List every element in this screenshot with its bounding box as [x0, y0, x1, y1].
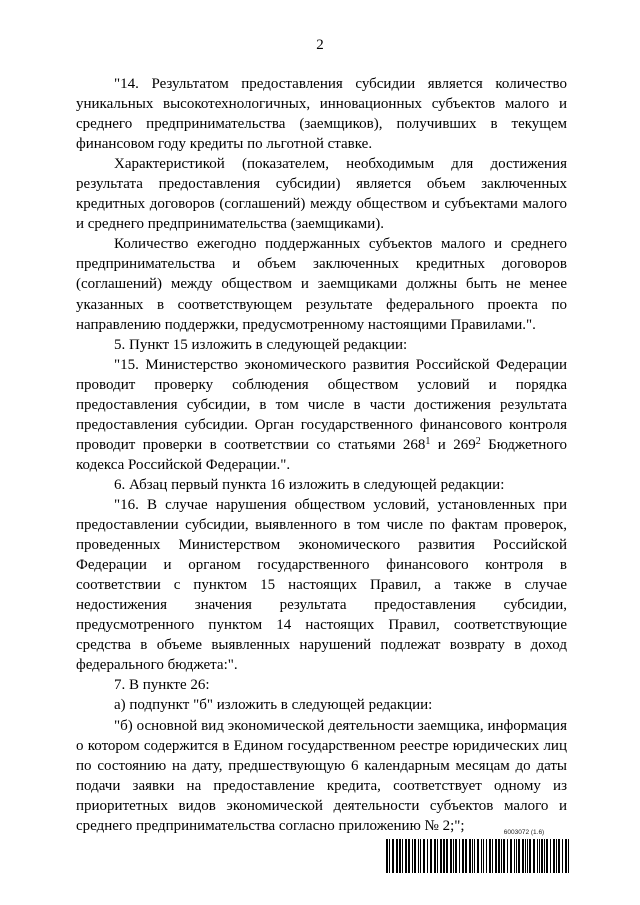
- barcode-bar: [514, 839, 515, 873]
- barcode-bar: [459, 839, 460, 873]
- paragraph: а) подпункт "б" изложить в следующей редакции:: [114, 697, 433, 714]
- barcode-bar: [501, 839, 502, 873]
- barcode-bar: [525, 839, 526, 873]
- barcode-bar: [568, 839, 569, 873]
- barcode-bar: [481, 839, 482, 873]
- barcode-bar: [443, 839, 445, 873]
- barcode-bar: [537, 839, 538, 873]
- text-run: "15. Министерство экономического развития Российской Федерации проводит проверку соблюдения обществом условий и порядка предоставления субсидии, в том числе в части достижения результата предоставления субсидии. Орган государственного финансового контроля проводит проверки в соответствии со статьями 268: [76, 356, 567, 453]
- barcode-bar: [516, 839, 517, 873]
- barcode-bar: [527, 839, 528, 873]
- paragraph: 7. В пункте 26:: [114, 677, 210, 694]
- barcode-bar: [507, 839, 508, 873]
- barcode-bar: [510, 839, 512, 873]
- barcode-bar: [450, 839, 452, 873]
- barcode-bar: [453, 839, 454, 873]
- barcode-bar: [474, 839, 475, 873]
- barcode-bar: [522, 839, 524, 873]
- barcode-image: [386, 839, 570, 873]
- barcode-bar: [483, 839, 484, 873]
- text-run: Бюджетного кодекса Российской Федерации.".: [76, 436, 568, 473]
- barcode-bar: [414, 839, 416, 873]
- paragraph: "16. В случае нарушения обществом условий, установленных при предоставлении субсидии, выявленного в том числе по фактам проверок, проведенных Министерством экономического развития Российской Федерации и органом государственного финансового контроля в соответствии с пунктом 15 настоящих Правил, а также в случае недостижения значения результата предоставления субсидии, предусмотренного пунктом 14 настоящих Правил, соответствующие средства в объеме выявленных нарушений подлежат возврату в доход федерального бюджета:".: [76, 496, 567, 674]
- barcode-bar: [405, 839, 407, 873]
- barcode-bar: [495, 839, 497, 873]
- paragraph: 5. Пункт 15 изложить в следующей редакции:: [114, 336, 408, 353]
- barcode-bar: [503, 839, 505, 873]
- barcode-bar: [392, 839, 394, 873]
- barcode-bar: [446, 839, 448, 873]
- paragraph: Количество ежегодно поддержанных субъектов малого и среднего предпринимательства и объем заключенных кредитных договоров (соглашений) между обществом и заемщиками должны быть не менее указанных в соответствующем результате федерального проекта по направлению поддержки, предусмотренному настоящими Правилами.".: [76, 236, 567, 333]
- barcode-bar: [427, 839, 428, 873]
- barcode-bar: [558, 839, 560, 873]
- barcode-bar: [434, 839, 436, 873]
- barcode-bar: [455, 839, 457, 873]
- barcode-bar: [402, 839, 403, 873]
- barcode-bar: [472, 839, 473, 873]
- barcode-bar: [556, 839, 557, 873]
- barcode-bar: [389, 839, 390, 873]
- barcode-bar: [437, 839, 438, 873]
- barcode-bar: [465, 839, 467, 873]
- barcode-bar: [477, 839, 479, 873]
- barcode-bar: [539, 839, 540, 873]
- barcode-bar: [489, 839, 491, 873]
- barcode-bar: [440, 839, 442, 873]
- barcode-bar: [562, 839, 563, 873]
- barcode-bar: [550, 839, 551, 873]
- barcode-bar: [430, 839, 432, 873]
- barcode-bar: [529, 839, 531, 873]
- barcode-bar: [553, 839, 555, 873]
- barcode-caption: 6003072 (1.6): [503, 829, 545, 836]
- footnote-superscript: 2: [475, 435, 481, 447]
- paragraph: "б) основной вид экономической деятельности заемщика, информация о котором содержится в Едином государственном реестре юридических лиц по состоянию на дату, предшествующую 6 календарным месяцам до даты подачи заявки на предоставление кредита, соответствует одному из приоритетных видов экономической деятельности субъектов малого и среднего предпринимательства согласно приложению № 2;";: [76, 717, 567, 834]
- document-body: [76, 74, 567, 836]
- barcode-bar: [399, 839, 401, 873]
- barcode-bar: [544, 839, 545, 873]
- barcode-bar: [492, 839, 493, 873]
- barcode-bar: [418, 839, 419, 873]
- barcode-bar: [498, 839, 500, 873]
- barcode-bar: [486, 839, 487, 873]
- barcode-bar: [541, 839, 543, 873]
- barcode-bar: [546, 839, 548, 873]
- paragraph: [76, 355, 567, 475]
- barcode-bar: [396, 839, 398, 873]
- text-run: и 269: [430, 436, 476, 453]
- paragraph: 6. Абзац первый пункта 16 изложить в следующей редакции:: [114, 476, 505, 493]
- barcode-bar: [462, 839, 464, 873]
- barcode-bar: [533, 839, 535, 873]
- barcode-bar: [412, 839, 413, 873]
- barcode-bar: [386, 839, 388, 873]
- page-number: 2: [316, 37, 324, 53]
- paragraph: "14. Результатом предоставления субсидии является количество уникальных высокотехнологичных, инновационных субъектов малого и среднего предпринимательства (заемщиков), получивших в текущем финансовом году кредиты по льготной ставке.: [76, 76, 567, 153]
- paragraph: Характеристикой (показателем, необходимым для достижения результата предоставления субсидии) является объем заключенных кредитных договоров (соглашений) между обществом и субъектами малого и среднего предпринимательства (заемщиками).: [76, 156, 567, 233]
- barcode-bar: [518, 839, 520, 873]
- footnote-superscript: 1: [425, 435, 431, 447]
- barcode-bar: [469, 839, 471, 873]
- barcode-bar: [423, 839, 425, 873]
- barcode-bar: [565, 839, 567, 873]
- barcode-bar: [408, 839, 410, 873]
- barcode-bar: [420, 839, 421, 873]
